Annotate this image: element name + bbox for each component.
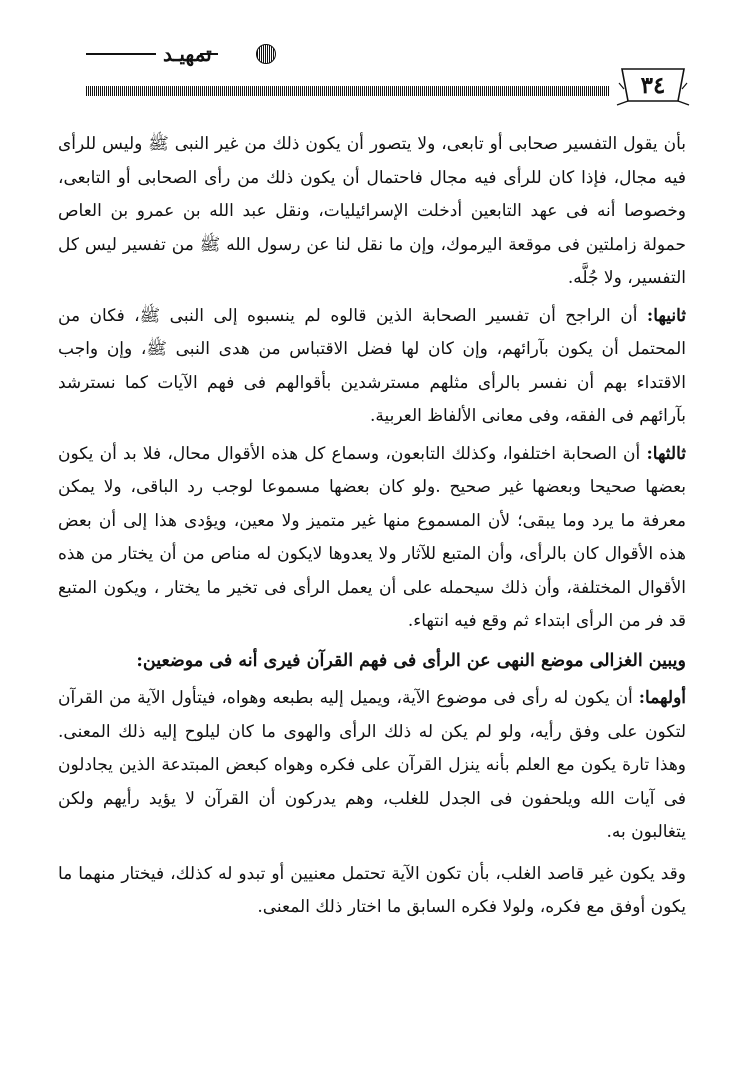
page-header bbox=[68, 30, 688, 110]
circular-ornament-icon bbox=[256, 44, 276, 64]
paragraph-text: أن يكون له رأى فى موضوع الآية، ويميل إليه بطبعه وهواه، فيتأول الآية من القرآن لتكون على وفق رأيه، ولو لم يكن له ذلك الرأى والهوى ما كان ليلوح إليه ذلك المعنى. وهذا تارة يكون مع العلم بأنه ينزل القرآن على فكره وهواه كبعض المبتدعة الذين يجادلون فى آيات الله ويلحفون فى الجدل للغلب، وهم يدركون أن القرآن لا يؤيد رأيهم ولكن يتغالبون به. bbox=[58, 688, 686, 842]
paragraph-lead: أولهما: bbox=[638, 688, 686, 708]
header-hatched-rule bbox=[86, 86, 610, 96]
paragraph-lead: ثالثها: bbox=[646, 443, 686, 464]
section-heading bbox=[58, 645, 686, 679]
body-text bbox=[58, 128, 686, 925]
paragraph-text: بأن يقول التفسير صحابى أو تابعى، ولا يتصور أن يكون ذلك من غير النبى ﷺ وليس للرأى فيه مجال، فإذا كان للرأى فيه مجال فاحتمال أن يكون ذلك من رأى الصحابى أو التابعى، وخصوصا أنه فى عهد التابعين أدخلت الإسرائيليات، ونقل عبد الله بن عمرو بن العاص حمولة زاملتين فى موقعة اليرموك، وإن ما نقل لنا عن رسول الله ﷺ من تفسير ليس كل التفسير، ولا جُلَّه. bbox=[58, 134, 686, 288]
paragraph bbox=[58, 128, 686, 296]
paragraph bbox=[58, 858, 686, 925]
paragraph-text: أن الصحابة اختلفوا، وكذلك التابعون، وسماع كل هذه الأقوال محال، فلا بد أن يكون بعضها صحيحا وبعضها غير صحيح .ولو كان بعضها مسموعا لوجب رد الباقى، ولا يمكن معرفة ما يرد وما يبقى؛ لأن المسموع منها غير متميز ولا معين، ويؤدى هذا إلى أن بعض هذه الأقوال كان بالرأى، وأن المتبع للآثار ولا يعدوها لايكون له مناص من أن يختار من هذه الأقوال المختلفة، وأن ذلك سيحمله على أن يعمل الرأى فى تخير ما يختار ، ويكون المتبع قد فر من الرأى ابتداء ثم وقع فيه انتهاء. bbox=[58, 443, 686, 631]
paragraph bbox=[58, 682, 686, 850]
title-underline-left bbox=[86, 53, 156, 55]
page-number: ٣٤ bbox=[640, 72, 666, 99]
running-title: تمهيـد bbox=[163, 42, 212, 66]
paragraph-lead: ثانيها: bbox=[646, 305, 686, 326]
paragraph-text: وقد يكون غير قاصد الغلب، بأن تكون الآية تحتمل معنيين أو تبدو له كذلك، فيختار منهما ما يكون أوفق مع فكره، ولولا فكره السابق ما اختار ذلك المعنى. bbox=[58, 863, 686, 917]
decorative-page-badge-icon bbox=[616, 63, 690, 107]
paragraph bbox=[58, 300, 686, 434]
paragraph bbox=[58, 438, 686, 639]
heading-text: ويبين الغزالى موضع النهى عن الرأى فى فهم القرآن فيرى أنه فى موضعين: bbox=[136, 650, 686, 671]
paragraph-text: أن الراجح أن تفسير الصحابة الذين قالوه لم ينسبوه إلى النبى ﷺ، فكان من المحتمل أن يكون بآرائهم، وإن كان لها فضل الاقتباس من هدى النبى ﷺ، وإن واجب الاقتداء بهم أن نفسر بالرأى مثلهم مسترشدين بأقوالهم فى فهم الآيات كما نسترشد بآرائهم فى الفقه، وفى معانى الألفاظ العربية. bbox=[58, 305, 686, 426]
